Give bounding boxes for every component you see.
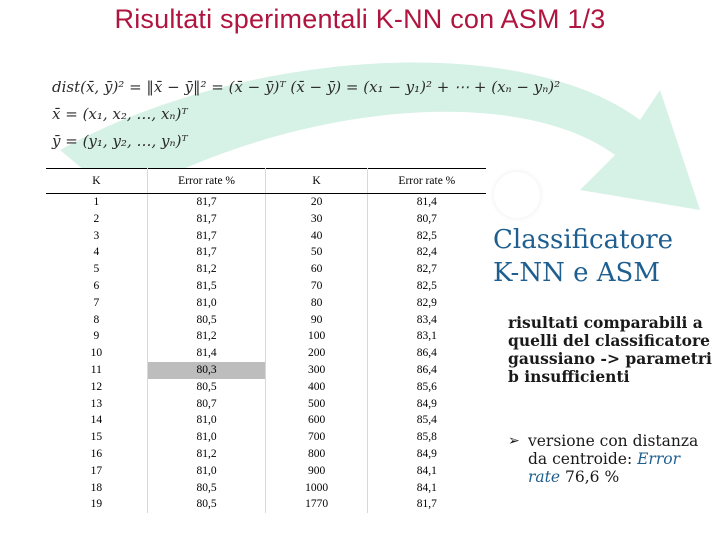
table-cell: 81,4 — [416, 196, 437, 208]
table-cell: 15 — [46, 429, 147, 446]
table-cell: 81,2 — [147, 261, 266, 278]
table-cell: 85,8 — [416, 431, 437, 444]
table-cell: 81,7 — [416, 498, 437, 511]
decorative-circle — [494, 172, 540, 218]
table-row — [46, 362, 486, 379]
table-cell: 5 — [46, 261, 147, 278]
bullet-italic-text: Error rate — [528, 450, 680, 486]
table-cell: 3 — [46, 228, 147, 245]
table-cell: 4 — [46, 244, 147, 261]
table-cell: 700 — [266, 429, 367, 446]
table-cell: 1770 — [266, 496, 367, 513]
table-cell: 82,5 — [416, 279, 437, 292]
table-cell: 800 — [266, 446, 367, 463]
table-cell: 70 — [266, 278, 367, 295]
table-cell: 81,7 — [147, 228, 266, 245]
table-cell: 13 — [46, 396, 147, 413]
table-cell: 10 — [46, 345, 147, 362]
table-row — [46, 345, 486, 362]
table-row — [46, 244, 486, 261]
header-k-2: K — [266, 169, 367, 194]
table-cell: 80,5 — [147, 379, 266, 396]
header-error-rate-1: Error rate % — [147, 169, 266, 194]
table-cell: 80,3 — [147, 362, 266, 379]
table-cell: 80 — [266, 295, 367, 312]
table-cell: 85,6 — [416, 380, 437, 393]
table-cell: 81,0 — [147, 412, 266, 429]
table-row — [46, 496, 486, 513]
centroid-bullet-text — [528, 432, 713, 486]
table-cell: 81,0 — [147, 463, 266, 480]
table-cell: 400 — [266, 379, 367, 396]
table-cell: 82,7 — [416, 263, 437, 276]
table-cell: 500 — [266, 396, 367, 413]
centroid-bullet — [508, 432, 713, 486]
table-cell: 80,7 — [147, 396, 266, 413]
table-row — [46, 194, 486, 211]
table-cell: 83,4 — [416, 313, 437, 326]
table-row — [46, 379, 486, 396]
table-row — [46, 412, 486, 429]
table-cell: 82,4 — [416, 246, 437, 259]
table-cell: 86,4 — [416, 347, 437, 360]
table-row — [46, 261, 486, 278]
table-row — [46, 278, 486, 295]
y-vector-formula: ȳ = (y₁, y₂, …, yₙ)ᵀ — [52, 132, 188, 150]
table-cell: 84,1 — [416, 481, 437, 494]
table-cell: 81,7 — [147, 211, 266, 228]
side-heading: Classificatore K-NN e ASM — [493, 225, 674, 288]
table-cell: 81,2 — [147, 328, 266, 345]
table-cell: 81,0 — [147, 429, 266, 446]
table-row — [46, 396, 486, 413]
table-cell: 1000 — [266, 480, 367, 497]
table-row — [46, 312, 486, 329]
table-cell: 6 — [46, 278, 147, 295]
table-cell: 7 — [46, 295, 147, 312]
table-cell: 12 — [46, 379, 147, 396]
table-row — [46, 228, 486, 245]
table-cell: 82,9 — [416, 296, 437, 309]
table-cell: 85,4 — [416, 414, 437, 427]
table-cell: 80,5 — [147, 496, 266, 513]
table-cell: 18 — [46, 480, 147, 497]
table-cell: 1 — [46, 194, 147, 211]
table-cell: 17 — [46, 463, 147, 480]
table-cell: 900 — [266, 463, 367, 480]
table-cell: 83,1 — [416, 330, 437, 343]
table-cell: 80,5 — [147, 480, 266, 497]
header-error-rate-2: Error rate % — [367, 169, 486, 194]
table-header-row — [46, 169, 486, 194]
table-cell: 90 — [266, 312, 367, 329]
table-cell: 81,2 — [147, 446, 266, 463]
table-row — [46, 295, 486, 312]
side-summary: risultati comparabili a quelli del classificatore gaussiano -> parametri b insufficienti — [508, 313, 712, 386]
table-cell: 19 — [46, 496, 147, 513]
table-cell: 80,5 — [147, 312, 266, 329]
header-k-1: K — [46, 169, 147, 194]
table-cell: 20 — [266, 194, 367, 211]
table-cell: 81,7 — [147, 194, 266, 211]
table-row — [46, 211, 486, 228]
table-cell: 80,7 — [416, 212, 437, 225]
table-row — [46, 429, 486, 446]
table-cell: 84,9 — [416, 447, 437, 460]
table-cell: 30 — [266, 211, 367, 228]
arrow-bullet-icon: ➢ — [508, 433, 520, 449]
table-cell: 82,5 — [416, 229, 437, 242]
results-table — [46, 168, 486, 513]
table-cell: 8 — [46, 312, 147, 329]
table-cell: 60 — [266, 261, 367, 278]
table-cell: 84,9 — [416, 397, 437, 410]
bullet-value-text: 76,6 % — [565, 468, 620, 486]
table-cell: 81,5 — [147, 278, 266, 295]
table-cell: 200 — [266, 345, 367, 362]
distance-formula: dist(x̄, ȳ)² = ‖x̄ − ȳ‖² = (x̄ − ȳ)ᵀ (x̄ − ȳ) = (x₁ − y₁)² + ⋯ + (xₙ − yₙ)² — [52, 78, 561, 96]
table-cell: 2 — [46, 211, 147, 228]
bullet-main-text: versione con distanza da centroide: — [528, 432, 699, 468]
table-cell: 81,7 — [147, 244, 266, 261]
table-cell: 300 — [266, 362, 367, 379]
table-cell: 84,1 — [416, 464, 437, 477]
formula-block — [52, 74, 560, 155]
table-cell: 600 — [266, 412, 367, 429]
table-row — [46, 446, 486, 463]
table-body — [46, 194, 486, 514]
table-cell: 81,4 — [147, 345, 266, 362]
table-cell: 9 — [46, 328, 147, 345]
x-vector-formula: x̄ = (x₁, x₂, …, xₙ)ᵀ — [52, 105, 188, 123]
table-cell: 11 — [46, 362, 147, 379]
table-cell: 40 — [266, 228, 367, 245]
table-cell: 14 — [46, 412, 147, 429]
table-row — [46, 463, 486, 480]
table-cell: 81,0 — [147, 295, 266, 312]
table-row — [46, 480, 486, 497]
table-cell: 100 — [266, 328, 367, 345]
table-cell: 16 — [46, 446, 147, 463]
slide-title: Risultati sperimentali K-NN con ASM 1/3 — [114, 4, 606, 34]
table-cell: 50 — [266, 244, 367, 261]
table-cell: 86,4 — [416, 363, 437, 376]
table-row — [46, 328, 486, 345]
